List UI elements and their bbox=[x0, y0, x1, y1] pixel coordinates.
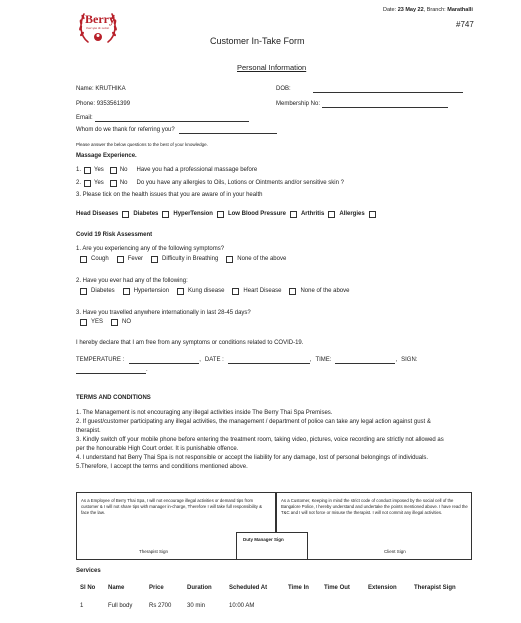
terms-list bbox=[76, 409, 452, 472]
time-line[interactable] bbox=[335, 357, 395, 364]
condition-label: Diabetes bbox=[133, 211, 159, 217]
condition-label: HyperTension bbox=[173, 211, 213, 217]
instructions: Please answer the below questions to the best of your knowledge. bbox=[76, 142, 208, 147]
services-header-sl: Sl No bbox=[80, 585, 96, 591]
q1-yes-checkbox[interactable] bbox=[84, 167, 91, 174]
symptom-options: Cough Fever Difficulty in Breathing None of the above bbox=[80, 256, 286, 263]
massage-q3: 3. Please tick on the health issues that you are aware of in your health bbox=[76, 192, 263, 198]
travel-options: YES NO bbox=[80, 319, 131, 326]
section-personal-title: Personal Information bbox=[237, 63, 307, 72]
temperature-line[interactable] bbox=[129, 357, 199, 364]
sign-line[interactable] bbox=[76, 367, 146, 374]
q2-yes-checkbox[interactable] bbox=[84, 180, 91, 187]
therapist-sign-label[interactable]: Therapist Sign bbox=[139, 549, 169, 554]
form-title: Customer In-Take Form bbox=[210, 36, 305, 46]
symptom-checkbox[interactable] bbox=[226, 256, 233, 263]
referral-line[interactable] bbox=[179, 127, 277, 134]
condition-checkbox[interactable] bbox=[162, 211, 169, 218]
condition-checkbox[interactable] bbox=[290, 211, 297, 218]
history-options: Diabetes Hypertension Kung disease Heart Disease None of the above bbox=[80, 288, 349, 295]
massage-q2: 2. Yes No Do you have any allergies to Oils, Lotions or Ointments and/or sensitive skin ? bbox=[76, 180, 344, 186]
services-cell: Rs 2700 bbox=[149, 603, 172, 609]
services-header-time-in: Time In bbox=[288, 585, 309, 591]
services-header-therapist: Therapist Sign bbox=[414, 585, 456, 591]
email-line[interactable] bbox=[95, 115, 249, 122]
membership-line[interactable] bbox=[322, 101, 448, 108]
travel-no-checkbox[interactable] bbox=[111, 319, 118, 326]
services-header-scheduled: Scheduled At bbox=[229, 585, 268, 591]
condition-label: Arthritis bbox=[300, 211, 325, 217]
condition-checkbox[interactable] bbox=[217, 211, 224, 218]
services-cell: 30 min bbox=[187, 603, 206, 609]
covid-sign-continued[interactable]: . bbox=[76, 367, 148, 374]
travel-yes-checkbox[interactable] bbox=[80, 319, 87, 326]
logo-text: Berry bbox=[85, 12, 115, 26]
services-header-time-out: Time Out bbox=[324, 585, 350, 591]
covid-q2: 2. Have you ever had any of the following: bbox=[76, 278, 188, 284]
terms-item: 1. The Management is not encouraging any illegal activities inside The Berry Thai Spa Premises. bbox=[76, 410, 333, 416]
referral-field[interactable]: Whom do we thank for referring you? bbox=[76, 127, 277, 134]
history-checkbox[interactable] bbox=[177, 288, 184, 295]
services-header-extension: Extension bbox=[368, 585, 397, 591]
condition-label: Head Diseases bbox=[76, 211, 119, 217]
dob-field[interactable]: DOB: bbox=[276, 86, 463, 93]
covid-sign-row: TEMPERATURE : , DATE : , TIME: , SIGN: bbox=[76, 357, 418, 363]
name-field: Name: KRUTHIKA bbox=[76, 86, 126, 92]
condition-label: Low Blood Pressure bbox=[227, 211, 286, 217]
date-line[interactable] bbox=[228, 357, 310, 364]
terms-title: TERMS AND CONDITIONS bbox=[76, 395, 151, 401]
health-conditions bbox=[76, 211, 376, 218]
terms-item: 5.Therefore, I accept the terms and conditions mentioned above. bbox=[76, 464, 248, 470]
massage-title: Massage Experience. bbox=[76, 153, 137, 159]
covid-title: Covid 19 Risk Assessment bbox=[76, 232, 153, 238]
history-checkbox[interactable] bbox=[123, 288, 130, 295]
services-cell: Full body bbox=[108, 603, 133, 609]
condition-checkbox[interactable] bbox=[369, 211, 376, 218]
history-checkbox[interactable] bbox=[232, 288, 239, 295]
condition-checkbox[interactable] bbox=[328, 211, 335, 218]
symptom-checkbox[interactable] bbox=[151, 256, 158, 263]
logo-tagline: thai spa & salon bbox=[86, 26, 110, 30]
form-number: #747 bbox=[456, 20, 474, 29]
terms-item: 4. I understand hat Berry Thai Spa is not responsible or accept the liability for any damage, lost of personal belongings of individuals. bbox=[76, 455, 429, 461]
client-sign-label[interactable]: Client Sign bbox=[384, 549, 406, 554]
duty-manager-sign-label[interactable]: Duty Manager Sign bbox=[243, 537, 284, 542]
membership-field[interactable]: Membership No: bbox=[276, 101, 448, 108]
employee-declaration-text: As a Employee of Berry Thai Spa, I will not encourage illegal activities or demand tips from customer & I will not share tips with manager in-charge, Therefore I will take full responsibility & face the law. bbox=[81, 498, 262, 516]
customer-declaration-text: As a Customer, Keeping in mind the strict code of conduct imposed by the social cell of the Bangalore Police, I hereby understand and undertake the points mentioned above. I have read the T&C and I will not force or misuse the therapist. I will not commit any illegal activities. bbox=[281, 498, 468, 516]
dob-line[interactable] bbox=[313, 86, 463, 93]
services-header-name: Name bbox=[108, 585, 125, 591]
covid-q1: 1. Are you experiencing any of the following symptoms? bbox=[76, 246, 225, 252]
q1-no-checkbox[interactable] bbox=[110, 167, 117, 174]
services-header-duration: Duration bbox=[187, 585, 212, 591]
services-cell: 10:00 AM bbox=[229, 603, 255, 609]
date-branch: Date: 23 May 22, Branch: Marathalli bbox=[383, 7, 473, 13]
history-checkbox[interactable] bbox=[289, 288, 296, 295]
symptom-checkbox[interactable] bbox=[117, 256, 124, 263]
services-header-price: Price bbox=[149, 585, 164, 591]
duty-manager-box bbox=[236, 532, 308, 560]
phone-field: Phone: 9353561399 bbox=[76, 101, 131, 107]
symptom-checkbox[interactable] bbox=[80, 256, 87, 263]
condition-checkbox[interactable] bbox=[122, 211, 129, 218]
condition-label: Allergies bbox=[339, 211, 365, 217]
terms-item: 2. If guest/customer participating any illegal activities, the management / department of police can take any legal action against gust & therapist. bbox=[76, 419, 431, 434]
massage-q1: 1. Yes No Have you had a professional massage before bbox=[76, 167, 258, 173]
terms-item: 3. Kindly switch off your mobile phone before entering the treatment room, taking video, pictures, voice recording are strictly not allowed as per the honourable High Court order. It is punishable offence. bbox=[76, 437, 444, 452]
covid-declaration: I hereby declare that I am free from any symptoms or conditions related to COVID-19. bbox=[76, 340, 304, 346]
services-title: Services bbox=[76, 568, 101, 574]
q2-no-checkbox[interactable] bbox=[110, 180, 117, 187]
covid-q3: 3. Have you travelled anywhere internationally in last 28-45 days? bbox=[76, 310, 251, 316]
berry-logo bbox=[76, 4, 120, 48]
services-cell: 1 bbox=[80, 603, 84, 609]
email-field[interactable]: Email: bbox=[76, 115, 249, 122]
history-checkbox[interactable] bbox=[80, 288, 87, 295]
